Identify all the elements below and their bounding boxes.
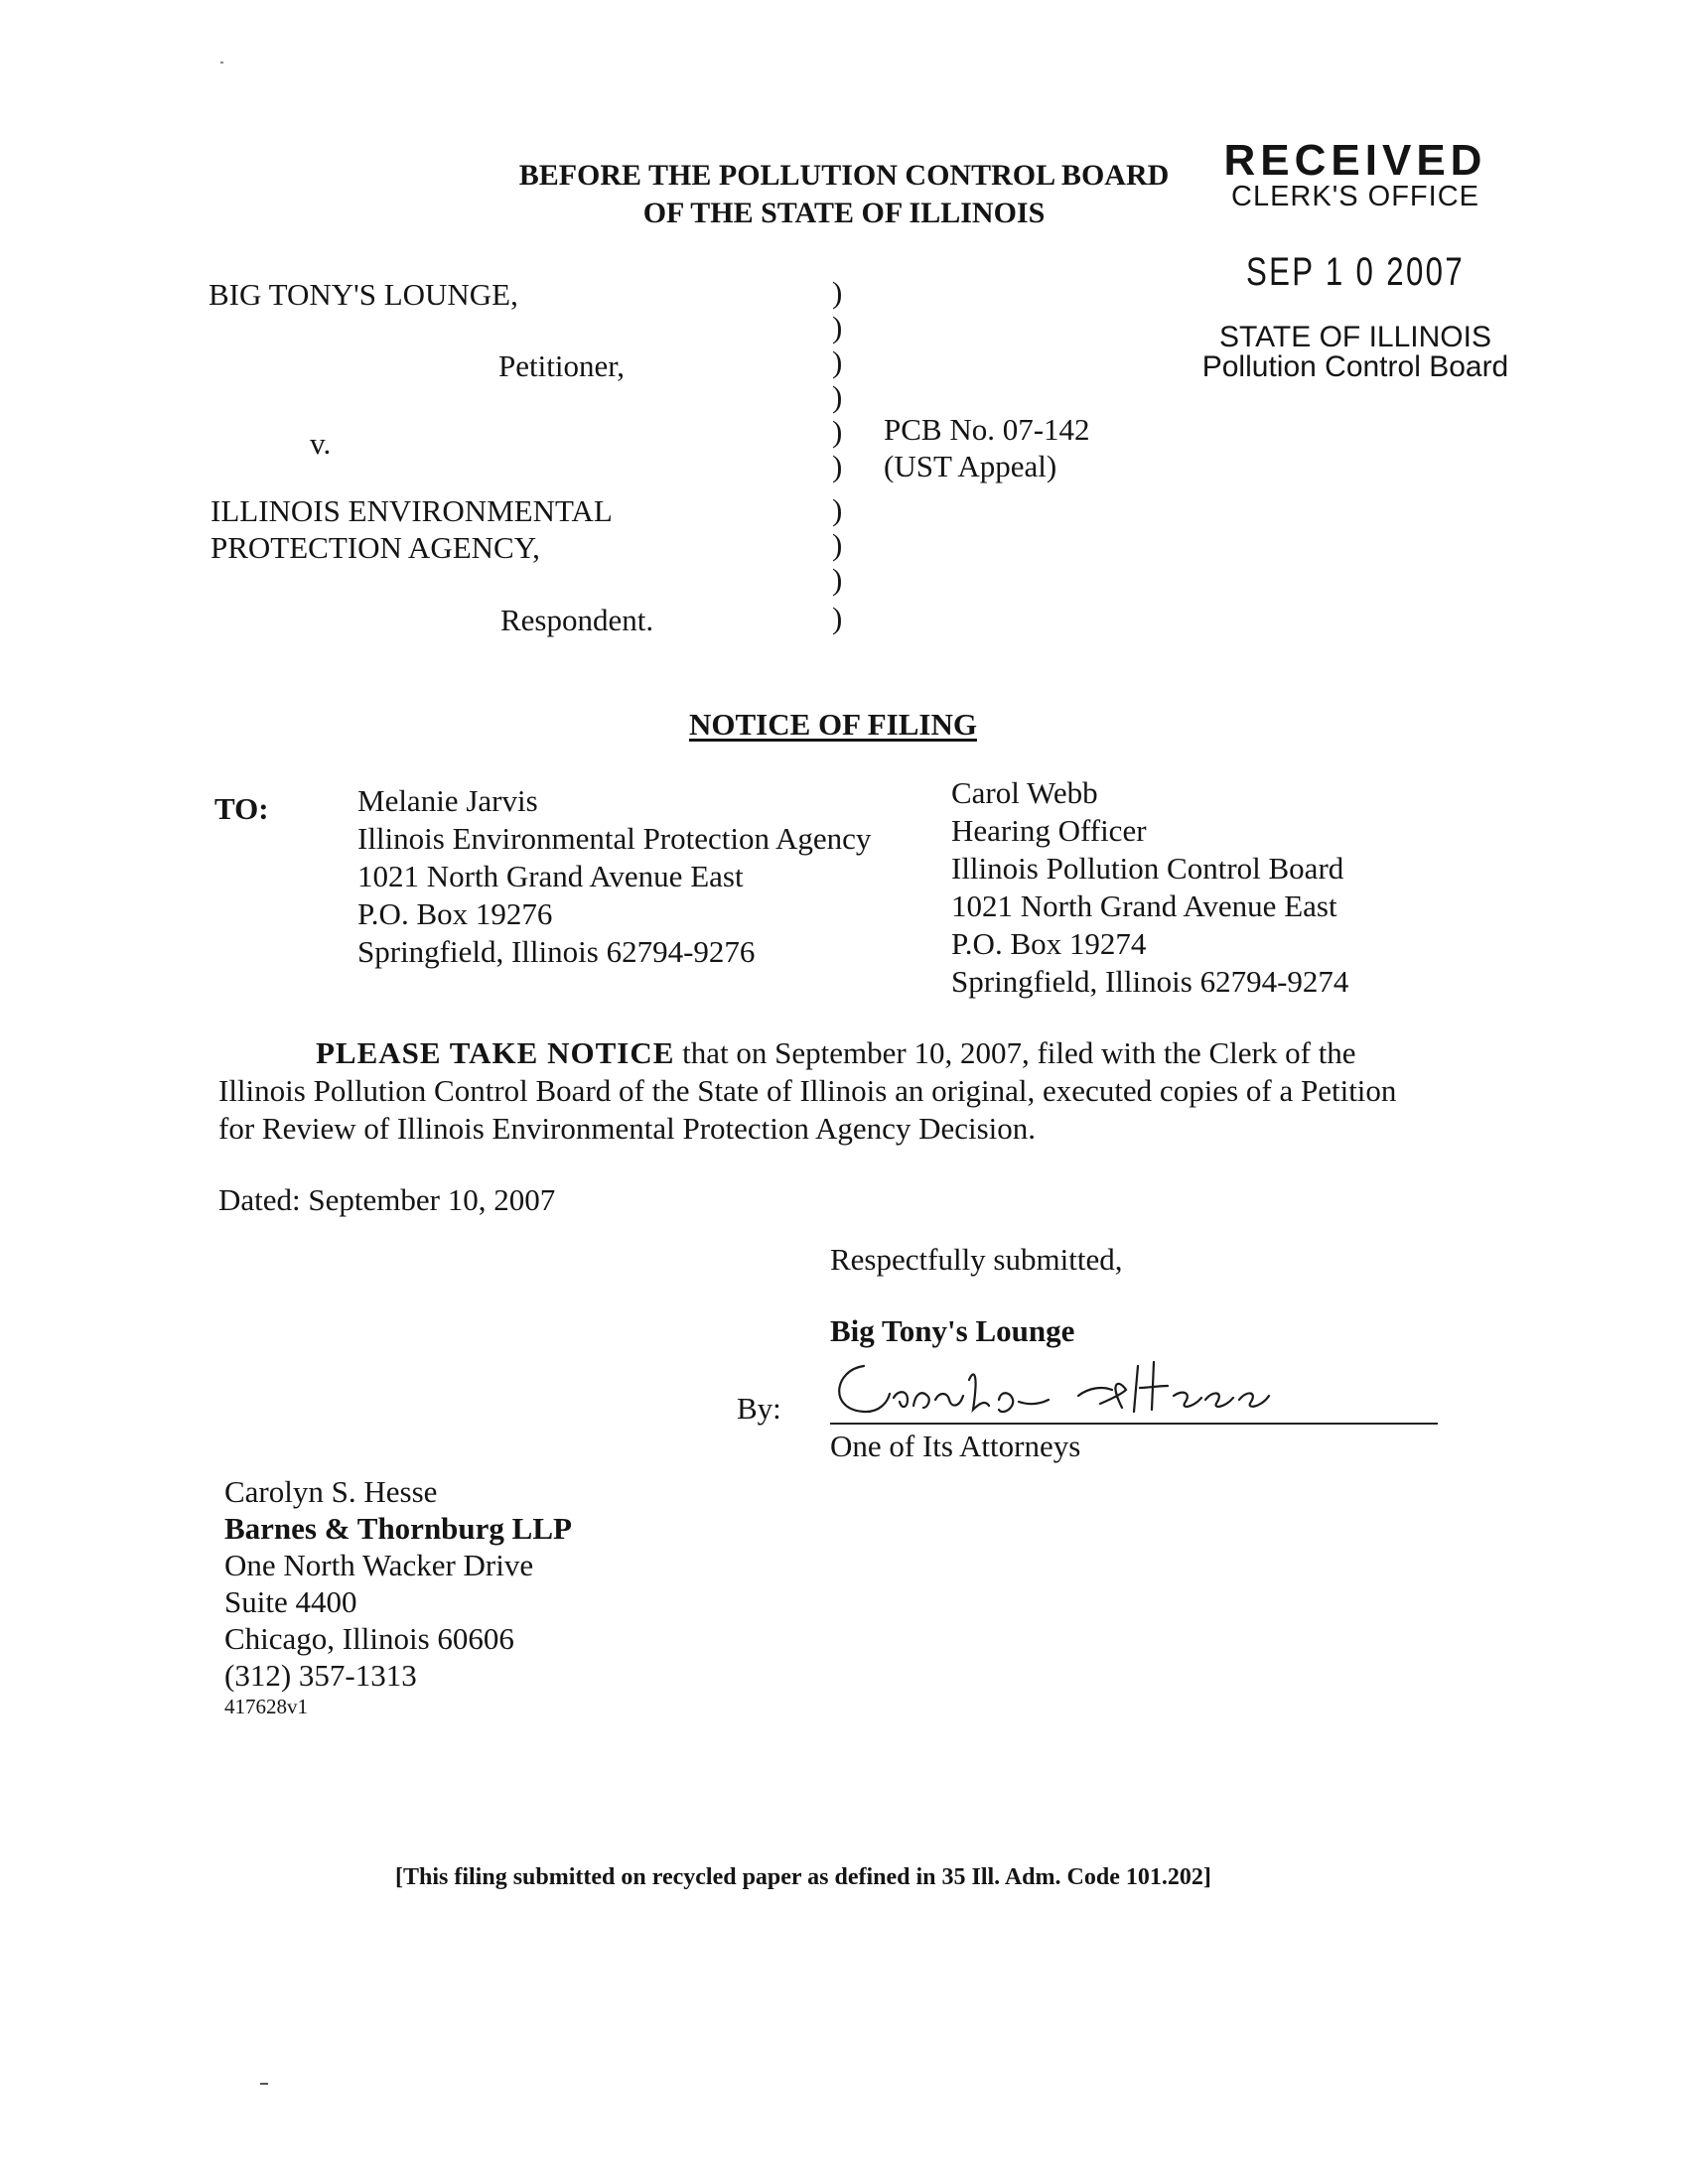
recipient-line: Melanie Jarvis	[357, 783, 538, 818]
dated-line: Dated: September 10, 2007	[218, 1182, 556, 1217]
recycled-paper-note: [This filing submitted on recycled paper as defined in 35 Ill. Adm. Code 101.202]	[395, 1864, 1211, 1890]
by-label: By:	[737, 1391, 781, 1426]
caption-paren: )	[832, 379, 843, 414]
signature-capacity: One of Its Attorneys	[830, 1429, 1081, 1463]
caption-paren: )	[832, 562, 843, 597]
handwritten-signature	[824, 1350, 1321, 1426]
scan-speck	[220, 62, 223, 64]
document-id: 417628v1	[224, 1695, 308, 1718]
attorney-city: Chicago, Illinois 60606	[224, 1621, 514, 1656]
caption-paren: )	[832, 449, 843, 483]
respondent-name-line-2: PROTECTION AGENCY,	[210, 530, 540, 565]
to-label: TO:	[214, 791, 269, 826]
notice-body-line-3: for Review of Illinois Environmental Protection Agency Decision.	[218, 1111, 1037, 1146]
recipient-line: Illinois Environmental Protection Agency	[357, 821, 872, 856]
recipient-line: Carol Webb	[951, 775, 1098, 810]
attorney-phone: (312) 357-1313	[224, 1658, 417, 1693]
notice-body-line-1-rest: that on September 10, 2007, filed with the Clerk of the	[674, 1035, 1356, 1070]
received-stamp	[1192, 136, 1519, 383]
party-name: Big Tony's Lounge	[830, 1313, 1075, 1348]
scan-speck	[260, 2083, 268, 2085]
stamp-state: STATE OF ILLINOIS	[1219, 321, 1491, 353]
caption-paren: )	[832, 414, 843, 449]
respondent-name-line-1: ILLINOIS ENVIRONMENTAL	[210, 493, 613, 528]
recipient-line: Illinois Pollution Control Board	[951, 851, 1344, 886]
stamp-date: SEP 1 0 2007	[1245, 250, 1466, 294]
recipient-1	[357, 782, 871, 971]
stamp-clerk-office: CLERK'S OFFICE	[1231, 181, 1479, 212]
signature-line	[830, 1423, 1438, 1425]
notice-body-line-2: Illinois Pollution Control Board of the State of Illinois an original, executed copies of a Petition	[218, 1073, 1397, 1108]
caption-paren: )	[832, 492, 843, 527]
caption-paren: )	[832, 275, 843, 310]
petitioner-name: BIG TONY'S LOUNGE,	[209, 277, 518, 312]
recipient-line: 1021 North Grand Avenue East	[357, 859, 744, 893]
recipient-line: P.O. Box 19276	[357, 896, 553, 931]
recipient-line: Springfield, Illinois 62794-9274	[951, 964, 1349, 999]
recipient-2	[951, 774, 1348, 1001]
recipient-line: Springfield, Illinois 62794-9276	[357, 934, 756, 969]
caption-paren: )	[832, 601, 843, 635]
court-title-line-2: OF THE STATE OF ILLINOIS	[642, 197, 1046, 229]
attorney-address-1: One North Wacker Drive	[224, 1548, 534, 1582]
caption-paren: )	[832, 310, 843, 344]
stamp-board: Pollution Control Board	[1201, 350, 1509, 383]
versus: v.	[310, 426, 332, 461]
court-title-line-1: BEFORE THE POLLUTION CONTROL BOARD	[518, 159, 1170, 192]
notice-lead: PLEASE TAKE NOTICE	[316, 1035, 675, 1070]
stamp-received: RECEIVED	[1223, 136, 1487, 185]
petitioner-role: Petitioner,	[498, 348, 626, 383]
caption-paren: )	[832, 344, 843, 379]
recipient-line: 1021 North Grand Avenue East	[951, 888, 1337, 923]
attorney-block	[224, 1473, 572, 1719]
caption-paren: )	[832, 527, 843, 562]
recipient-line: P.O. Box 19274	[951, 926, 1147, 961]
attorney-address-2: Suite 4400	[224, 1584, 357, 1619]
recipient-line: Hearing Officer	[951, 813, 1147, 848]
attorney-name: Carolyn S. Hesse	[224, 1474, 438, 1509]
case-number: PCB No. 07-142	[884, 412, 1090, 447]
case-type: (UST Appeal)	[884, 449, 1057, 483]
signature-scribble	[824, 1350, 1321, 1426]
attorney-firm: Barnes & Thornburg LLP	[224, 1511, 572, 1546]
notice-body-line-1	[316, 1034, 1356, 1072]
closing: Respectfully submitted,	[830, 1242, 1123, 1277]
respondent-role: Respondent.	[500, 603, 654, 637]
notice-title: NOTICE OF FILING	[689, 707, 977, 742]
